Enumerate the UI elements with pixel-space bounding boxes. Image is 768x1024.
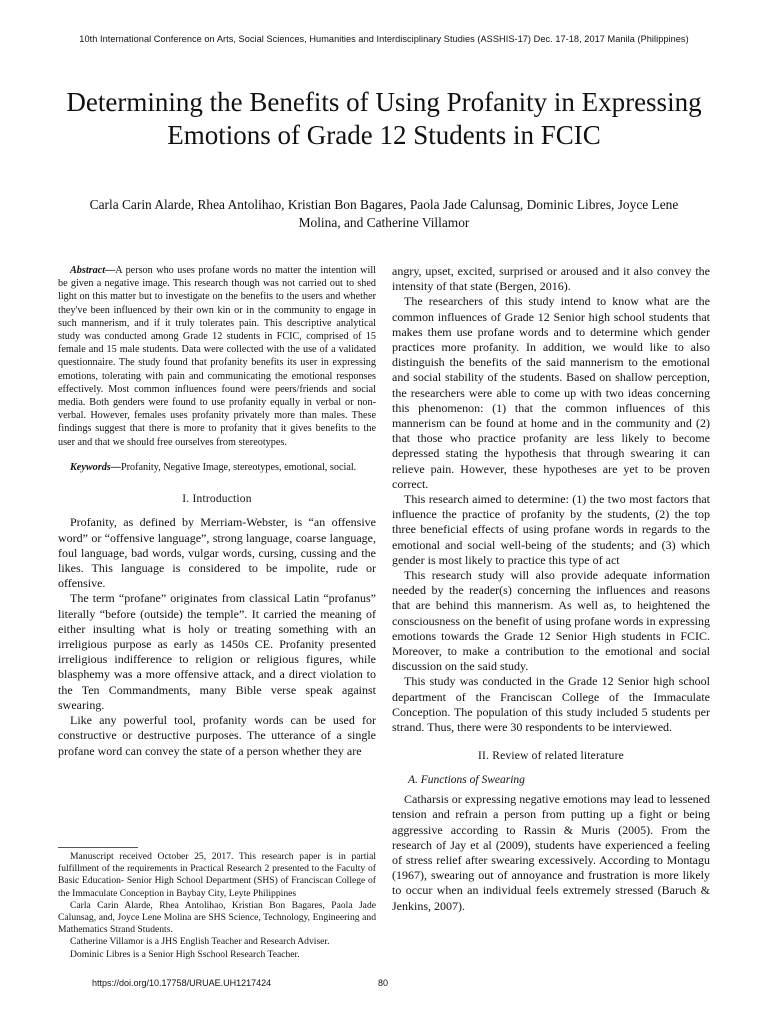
paper-title: Determining the Benefits of Using Profanity in Expressing Emotions of Grade 12 Students in FCIC — [66, 87, 702, 150]
footnote-adviser: Catherine Villamor is a JHS English Teacher and Research Adviser. — [70, 936, 330, 948]
section-heading-introduction: I. Introduction — [182, 493, 252, 506]
footnote-rule — [58, 847, 138, 848]
abstract — [58, 264, 376, 449]
intro-paragraph-4: The researchers of this study intend to know what are the common influences of Grade 12 Senior high school students that makes them use profane words and to determine which gender practices more profanity. In addition, we would like to also distinguish the benefits of the said mannerism to the emotional and social stability of the students. Based on shallow perception, the researchers were able to come up with two ideas concerning this phenomenon: (1) that the common influences of this mannerism can be found at home and in the community and (2) that those who practice profanity are less likely to become depressed stating the hypothesis that through swearing it can relieve pain. However, these hypotheses are yet to be proven correct. — [392, 294, 710, 491]
abstract-label: Abstract— — [70, 265, 116, 276]
subsection-heading-functions: A. Functions of Swearing — [408, 773, 525, 786]
keywords — [58, 461, 376, 474]
page-number: 80 — [378, 978, 389, 988]
doi-link[interactable]: https://doi.org/10.17758/URUAE.UH1217424 — [92, 978, 272, 988]
intro-paragraph-5: This research aimed to determine: (1) the two most factors that influence the practice of profanity by the students, (2) the top three beneficial effects of using profane words in regards to the emotional and social well-being of the students; and (3) which gender is most likely to practice this type of act — [392, 492, 710, 567]
intro-paragraph-1: Profanity, as defined by Merriam-Webster, is “an offensive word” or “offensive language”, strong language, coarse language, foul language, bad words, vulgar words, cursing, cussing and the likes. This language is considered to be impolite, rude or offensive. — [58, 515, 376, 591]
footnote-teacher: Dominic Libres is a Senior High Sschool Research Teacher. — [70, 948, 300, 960]
footnotes — [58, 847, 376, 961]
conference-header: 10th International Conference on Arts, Social Sciences, Humanities and Interdisciplinary Studies (ASSHIS-17) Dec. 17-18, 2017 Manila (Philippines) — [79, 34, 689, 44]
section-heading-literature: II. Review of related literature — [478, 750, 624, 763]
intro-paragraph-6: This research study will also provide adequate information needed by the reader(s) concerning the influences and reasons that are behind this mannerism. As well as, to heightened the consciousness on the benefit of using profane words in expressing emotions towards the Grade 12 Senior High students in FCIC. Moreover, to make a contribution to the emotional and social discussion on the said study. — [392, 568, 710, 674]
left-column — [58, 264, 376, 759]
footnote-students: Carla Carin Alarde, Rhea Antolihao, Kristian Bon Bagares, Paola Jade Calunsag, and, Joyce Lene Molina are SHS Science, Technology, Engineering and Mathematics Strand Students. — [58, 899, 376, 936]
author-list: Carla Carin Alarde, Rhea Antolihao, Kristian Bon Bagares, Paola Jade Calunsag, Dominic Libres, Joyce Lene Molina, and Catherine Villamor — [89, 197, 679, 230]
intro-paragraph-7: This study was conducted in the Grade 12 Senior high school department of the Franciscan College of the Immaculate Conception. The population of this study included 5 students per strand. Thus, there were 30 respondents to be interviewed. — [392, 674, 710, 735]
abstract-text: A person who uses profane words no matter the intention will be given a negative image. This research though was not carried out to shed light on this matter but to investigate on the benefits to the users and whether they've been influenced by their own kin or in the community to engage in such mannerism, and if it truly tolerates pain. This descriptive analytical study was conducted among Grade 12 students in FCIC, comprised of 15 female and 15 male students. Data were collected with the use of a validated questionnaire. The study found that profanity benefits its user in expressing emotions, tolerating with pain and communicating the emotional responses effectively. Most common influences found were peers/friends and social media. Both genders were found to use profanity equally in verbal or non-verbal. However, females uses profanity privately more than males. These findings suggest that there is more to profanity that it gives benefits to the user and that we should free ourselves from stereotypes. — [58, 265, 376, 448]
keywords-text: Profanity, Negative Image, stereotypes, emotional, social. — [120, 461, 357, 473]
intro-paragraph-3: Like any powerful tool, profanity words can be used for constructive or destructive purposes. The utterance of a single profane word can convey the state of a person whether they are — [58, 713, 376, 758]
right-column — [392, 264, 710, 914]
intro-paragraph-continued: angry, upset, excited, surprised or aroused and it also convey the intensity of that state (Bergen, 2016). — [392, 264, 710, 294]
intro-paragraph-2: The term “profane” originates from classical Latin “profanus” literally “before (outside) the temple”. It carried the meaning of either insulting what is holy or treating something with an irreligious purpose as early as 1450s CE. Profanity presented irreligious indifference to religion or religious figures, while blasphemy was a more offensive attack, and a direct violation to the Ten Commandments, many Bible verse speak against swearing. — [58, 591, 376, 712]
keywords-label: Keywords— — [70, 461, 121, 473]
literature-paragraph-1: Catharsis or expressing negative emotions may lead to lessened tension and refrain a person from putting up a fight or being aggressive according to Rassin & Muris (2005). From the research of Jay et al (2009), students have experienced a feeling of stress relief after swearing excessively. According to Montagu (1967), swearing out of annoyance and frustration is more likely to occur when an individual feels extremely stressed (Baruch & Jenkins, 2007). — [392, 792, 710, 913]
footnote-manuscript: Manuscript received October 25, 2017. This research paper is in partial fulfillment of the requirements in Practical Research 2 presented to the Faculty of Basic Education- Senior High School Department (SHS) of Franciscan College of the Immaculate Conception in Baybay City, Leyte Philippines — [58, 851, 376, 899]
